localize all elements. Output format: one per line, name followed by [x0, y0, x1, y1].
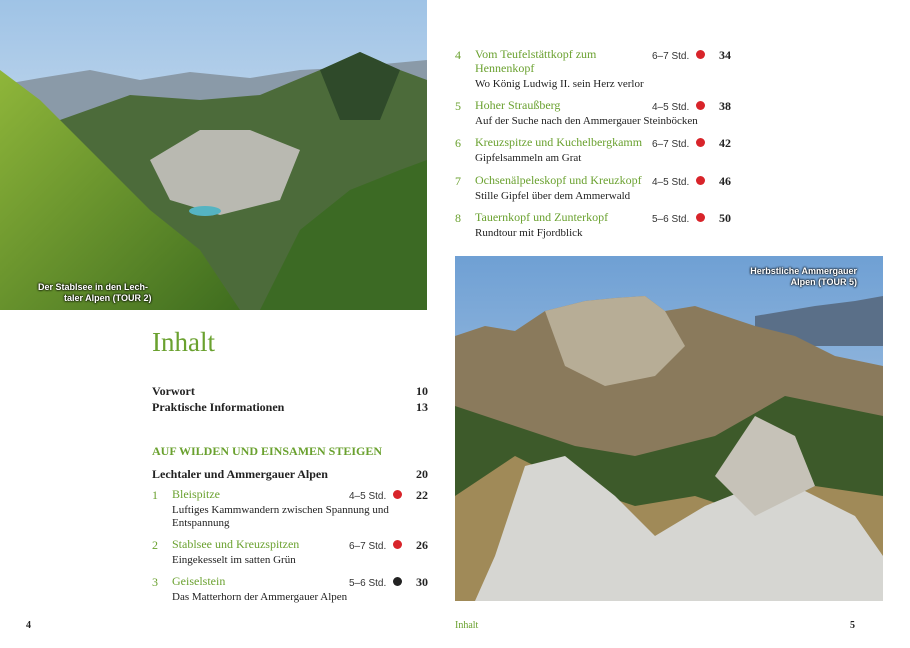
- tour-number: 7: [455, 174, 461, 188]
- tour-page: 46: [719, 174, 731, 188]
- difficulty-dot-red: [696, 101, 705, 110]
- tour-page: 26: [416, 538, 428, 552]
- tour-name: Ochsenälpeleskopf und Kreuzkopf: [475, 173, 642, 187]
- tour-subtitle: Stille Gipfel über dem Ammerwald: [475, 190, 631, 202]
- toc-entry[interactable]: [152, 537, 428, 567]
- toc-entry[interactable]: [455, 135, 731, 165]
- tour-page: 30: [416, 575, 428, 589]
- tour-duration: 6–7 Std.: [349, 541, 387, 552]
- tour-subtitle: Eingekesselt im satten Grün: [172, 554, 296, 566]
- tour-name: Vom Teufelstättkopf zum: [475, 47, 597, 61]
- left-photo-stablsee: [0, 0, 427, 310]
- tour-name: Hennenkopf: [475, 61, 535, 75]
- running-footer-label: Inhalt: [455, 620, 479, 631]
- caption-line: taler Alpen (TOUR 2): [64, 293, 152, 303]
- difficulty-dot-black: [393, 577, 402, 586]
- tour-duration: 4–5 Std.: [652, 177, 690, 188]
- tour-page: 34: [719, 48, 731, 62]
- left-photo-caption: [38, 282, 152, 304]
- difficulty-dot-red: [696, 176, 705, 185]
- tour-subtitle: Luftiges Kammwandern zwischen Spannung und: [172, 504, 389, 516]
- caption-line: Herbstliche Ammergauer: [750, 266, 857, 276]
- tour-subtitle: Entspannung: [172, 517, 230, 529]
- tour-number: 4: [455, 48, 461, 62]
- tour-page: 50: [719, 211, 731, 225]
- tour-number: 8: [455, 211, 461, 225]
- difficulty-dot-red: [393, 540, 402, 549]
- toc-entry[interactable]: [455, 98, 731, 128]
- toc-front-page: 10: [416, 384, 428, 398]
- difficulty-dot-red: [696, 50, 705, 59]
- tour-duration: 6–7 Std.: [652, 139, 690, 150]
- tour-page: 42: [719, 136, 731, 150]
- tour-subtitle: Gipfelsammeln am Grat: [475, 152, 582, 164]
- tour-name: Stablsee und Kreuzspitzen: [172, 537, 300, 551]
- page-title: Inhalt: [152, 327, 215, 357]
- region-label[interactable]: Lechtaler und Ammergauer Alpen: [152, 467, 328, 481]
- toc-entry[interactable]: [152, 487, 428, 531]
- tour-duration: 4–5 Std.: [349, 491, 387, 502]
- tour-name: Geiselstein: [172, 574, 226, 588]
- tour-page: 22: [416, 488, 428, 502]
- toc-front-label[interactable]: Vorwort: [152, 384, 195, 398]
- tour-page: 38: [719, 99, 731, 113]
- tour-subtitle: Das Matterhorn der Ammergauer Alpen: [172, 591, 348, 603]
- tour-number: 1: [152, 488, 158, 502]
- tour-duration: 5–6 Std.: [349, 578, 387, 589]
- tour-name: Kreuzspitze und Kuchelbergkamm: [475, 135, 643, 149]
- difficulty-dot-red: [393, 490, 402, 499]
- tour-name: Tauernkopf und Zunterkopf: [475, 210, 609, 224]
- toc-entry[interactable]: [455, 47, 731, 91]
- section-heading: AUF WILDEN UND EINSAMEN STEIGEN: [152, 444, 383, 458]
- toc-entry[interactable]: [455, 173, 731, 203]
- difficulty-dot-red: [696, 213, 705, 222]
- toc-front-page: 13: [416, 400, 428, 414]
- tour-number: 3: [152, 575, 158, 589]
- right-photo-caption: [750, 266, 857, 288]
- page-number-left: 4: [26, 620, 31, 631]
- tour-number: 6: [455, 136, 461, 150]
- caption-line: Der Stablsee in den Lech-: [38, 282, 149, 292]
- tour-name: Bleispitze: [172, 487, 220, 501]
- difficulty-dot-red: [696, 138, 705, 147]
- tour-duration: 6–7 Std.: [652, 51, 690, 62]
- toc-entry[interactable]: [455, 210, 731, 240]
- tour-subtitle: Rundtour mit Fjordblick: [475, 227, 583, 239]
- tour-subtitle: Auf der Suche nach den Ammergauer Steinböcken: [475, 115, 698, 127]
- caption-line: Alpen (TOUR 5): [790, 277, 857, 287]
- tour-number: 5: [455, 99, 461, 113]
- tour-duration: 4–5 Std.: [652, 102, 690, 113]
- tour-name: Hoher Straußberg: [475, 98, 561, 112]
- tour-number: 2: [152, 538, 158, 552]
- right-photo-ammergauer: [455, 256, 883, 601]
- tour-duration: 5–6 Std.: [652, 214, 690, 225]
- tour-subtitle: Wo König Ludwig II. sein Herz verlor: [475, 78, 644, 90]
- page-number-right: 5: [850, 620, 855, 631]
- region-page: 20: [416, 467, 428, 481]
- toc-front-label[interactable]: Praktische Informationen: [152, 400, 285, 414]
- toc-entry[interactable]: [152, 574, 428, 604]
